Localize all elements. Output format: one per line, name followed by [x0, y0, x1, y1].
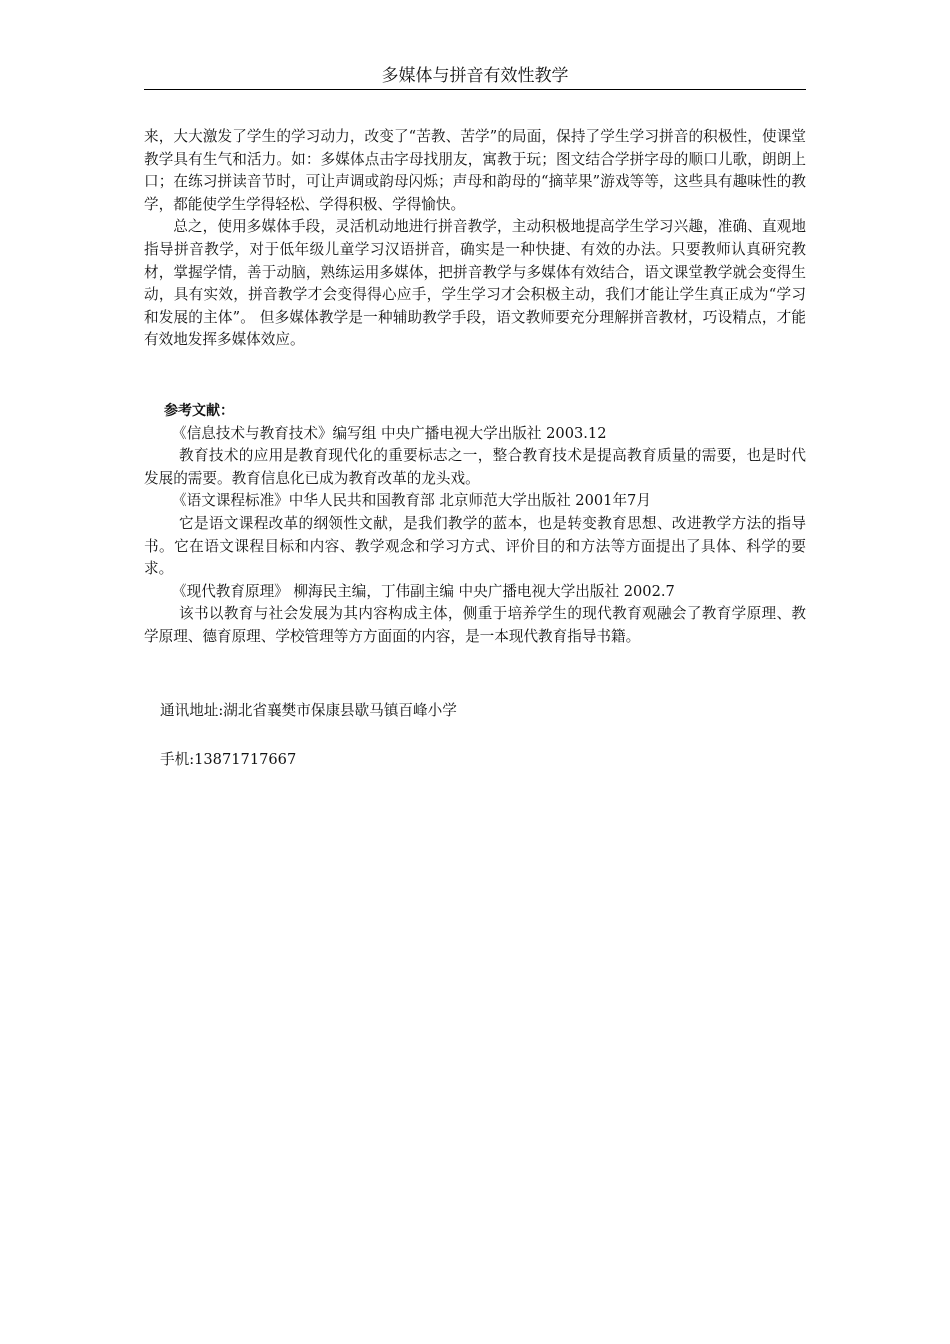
- reference-description-3: 该书以教育与社会发展为其内容构成主体，侧重于培养学生的现代教育观融会了教育学原理、教学原理、德育原理、学校管理等方方面面的内容，是一本现代教育指导书籍。: [144, 605, 806, 645]
- reference-title-3: 《现代教育原理》 柳海民主编，丁伟副主编 中央广播电视大学出版社 2002.7: [172, 582, 675, 600]
- body-paragraph-conclusion: 总之，使用多媒体手段，灵活机动地进行拼音教学，主动积极地提高学生学习兴趣，准确、直观地指导拼音教学，对于低年级儿童学习汉语拼音，确实是一种快捷、有效的办法。只要教师认真研究教材，掌握学情，善于动脑，熟练运用多媒体，把拼音教学与多媒体有效结合，语文课堂教学就会变得生动，具有实效，拼音教学才会变得得心应手，学生学习才会积极主动，我们才能让学生真正成为“学习和发展的主体”。 但多媒体教学是一种辅助教学手段，语文教师要充分理解拼音教材，巧设精点，才能有效地发挥多媒体效应。: [144, 218, 806, 349]
- contact-phone: 手机:13871717667: [160, 751, 297, 768]
- reference-title-1: 《信息技术与教育技术》编写组 中央广播电视大学出版社 2003.12: [172, 424, 607, 442]
- reference-description-2: 它是语文课程改革的纲领性文献，是我们教学的蓝本，也是转变教育思想、改进教学方法的指导书。它在语文课程目标和内容、教学观念和学习方式、评价目的和方法等方面提出了具体、科学的要求。: [144, 514, 806, 578]
- reference-title-2: 《语文课程标准》中华人民共和国教育部 北京师范大学出版社 2001年7月: [172, 492, 651, 510]
- references-heading: 参考文献：: [164, 403, 234, 419]
- reference-description-1: 教育技术的应用是教育现代化的重要标志之一，整合教育技术是提高教育质量的需要，也是时代发展的需要。教育信息化已成为教育改革的龙头戏。: [144, 447, 806, 487]
- body-paragraph-continued: 来，大大激发了学生的学习动力，改变了“苦教、苦学”的局面，保持了学生学习拼音的积极性，使课堂教学具有生气和活力。如：多媒体点击字母找朋友，寓教于玩；图文结合学拼字母的顺口儿歌，朗朗上口；在练习拼读音节时，可让声调或韵母闪烁；声母和韵母的“摘苹果”游戏等等，这些具有趣味性的教学，都能使学生学得轻松、学得积极、学得愉快。: [144, 128, 806, 213]
- page-header: [144, 64, 806, 90]
- header-title: 多媒体与拼音有效性教学: [381, 66, 569, 86]
- contact-address: 通讯地址:湖北省襄樊市保康县歇马镇百峰小学: [160, 702, 457, 719]
- references-section: [144, 400, 806, 649]
- body-text: [144, 126, 806, 352]
